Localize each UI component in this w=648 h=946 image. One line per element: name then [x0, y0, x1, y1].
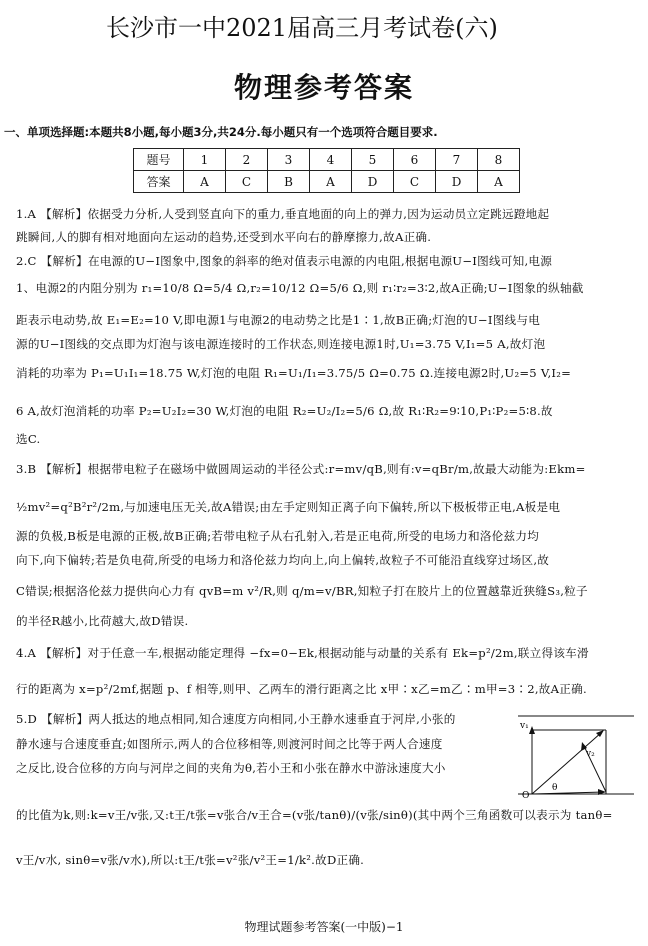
- label-theta: θ: [552, 783, 558, 793]
- answer-q3-line: 源的负极,B板是电源的正极,故B正确;若带电粒子从右孔射入,若是正电荷,所受的电场力和洛伦兹力均: [16, 529, 540, 543]
- label-v2: v₂: [586, 749, 595, 759]
- answer-q2-line: 距表示电动势,故 E₁=E₂=10 V,即电源1与电源2的电动势之比是1∶1,故B正确;灯泡的U−I图线与电: [16, 313, 541, 327]
- table-cell: 2: [226, 149, 268, 171]
- answer-q3-line: ½mv²=q²B²r²/2m,与加速电压无关,故A错误;由左手定则知正离子向下偏转,所以下极板带正电,A板是电: [16, 500, 561, 514]
- table-row: [134, 171, 520, 193]
- school-title: 长沙市一中2021届高三月考试卷(六): [106, 14, 498, 42]
- table-cell: D: [436, 171, 478, 193]
- answer-q2-line: 2.C 【解析】在电源的U−I图象中,图象的斜率的绝对值表示电源的内电阻,根据电源U−I图线可知,电源: [16, 254, 553, 268]
- page-footer: 物理试题参考答案(一中版)−1: [244, 920, 404, 934]
- table-cell: 3: [268, 149, 310, 171]
- answer-q1-line: 1.A 【解析】依据受力分析,人受到竖直向下的重力,垂直地面的向上的弹力,因为运动员立定跳远蹬地起: [16, 207, 550, 221]
- answer-q3-line: 的半径R越小,比荷越大,故D错误.: [16, 614, 189, 628]
- answer-q3-line: C错误;根据洛伦兹力提供向心力有 qvB=m v²/R,则 q/m=v/BR,知粒子打在胶片上的位置越靠近狭缝S₃,粒子: [16, 584, 588, 598]
- answer-q3-line: 向下,向下偏转;若是负电荷,所受的电场力和洛伦兹力均向上,向上偏转,故粒子不可能沿直线穿过场区,故: [16, 553, 550, 567]
- resultant-vector-line: [532, 732, 602, 794]
- answer-q1-line: 跳瞬间,人的脚有相对地面向左运动的趋势,还受到水平向右的静摩擦力,故A正确.: [16, 230, 432, 244]
- table-cell: 7: [436, 149, 478, 171]
- table-cell: A: [310, 171, 352, 193]
- table-cell: A: [478, 171, 520, 193]
- table-cell: 6: [394, 149, 436, 171]
- answer-table: [133, 148, 520, 193]
- table-cell: 4: [310, 149, 352, 171]
- velocity-diagram: [518, 708, 636, 806]
- answer-q5-line: 静水速与合速度垂直;如图所示,两人的合位移相等,则渡河时间之比等于两人合速度: [16, 737, 443, 751]
- table-cell: B: [268, 171, 310, 193]
- table-cell: 答案: [134, 171, 184, 193]
- table-cell: 5: [352, 149, 394, 171]
- table-cell: 8: [478, 149, 520, 171]
- label-v1: v₁: [520, 721, 529, 731]
- table-cell: 1: [184, 149, 226, 171]
- answer-q4-line: 行的距离为 x=p²/2mf,据题 p、f 相等,则甲、乙两车的滑行距离之比 x甲∶x乙=m乙∶m甲=3∶2,故A正确.: [16, 682, 587, 696]
- answer-q5-line: v王/v水, sinθ=v张/v水),所以:t王/t张=v²张/v²王=1/k².故D正确.: [16, 853, 365, 867]
- answer-q2-line: 消耗的功率为 P₁=U₁I₁=18.75 W,灯泡的电阻 R₁=U₁/I₁=3.75/5 Ω=0.75 Ω.连接电源2时,U₂=5 V,I₂=: [16, 366, 572, 380]
- answer-q2-line: 6 A,故灯泡消耗的功率 P₂=U₂I₂=30 W,灯泡的电阻 R₂=U₂/I₂=5/6 Ω,故 R₁∶R₂=9∶10,P₁∶P₂=5∶8.故: [16, 404, 553, 418]
- answer-q5-line: 之反比,设合位移的方向与河岸之间的夹角为θ,若小王和小张在静水中游泳速度大小: [16, 761, 446, 775]
- table-cell: D: [352, 171, 394, 193]
- section-heading: 一、单项选择题:本题共8小题,每小题3分,共24分.每小题只有一个选项符合题目要求.: [4, 125, 438, 139]
- label-origin: O: [522, 791, 530, 801]
- answer-q2-line: 选C.: [16, 432, 41, 446]
- table-cell: 题号: [134, 149, 184, 171]
- answer-q2-line: 源的U−I图线的交点即为灯泡与该电源连接时的工作状态,则连接电源1时,U₁=3.75 V,I₁=5 A,故灯泡: [16, 337, 546, 351]
- table-cell: A: [184, 171, 226, 193]
- table-cell: C: [226, 171, 268, 193]
- answer-q4-line: 4.A 【解析】对于任意一车,根据动能定理得 −fx=0−Ek,根据动能与动量的关系有 Ek=p²/2m,联立得该车滑: [16, 646, 589, 660]
- answer-q5-line: 5.D 【解析】两人抵达的地点相同,知合速度方向相同,小王静水速垂直于河岸,小张的: [16, 712, 456, 726]
- answer-q2-line: 1、电源2的内阻分别为 r₁=10/8 Ω=5/4 Ω,r₂=10/12 Ω=5/6 Ω,则 r₁∶r₂=3∶2,故A正确;U−I图象的纵轴截: [16, 281, 584, 295]
- table-row: [134, 149, 520, 171]
- answer-q5-line: 的比值为k,则:k=v王/v张,又:t王/t张=v张合/v王合=(v张/tanθ)/(v张/sinθ)(其中两个三角函数可以表示为 tanθ=: [16, 808, 613, 822]
- answer-q3-line: 3.B 【解析】根据带电粒子在磁场中做圆周运动的半径公式:r=mv/qB,则有:v=qBr/m,故最大动能为:Ekm=: [16, 462, 586, 476]
- table-cell: C: [394, 171, 436, 193]
- document-title: 物理参考答案: [233, 71, 414, 104]
